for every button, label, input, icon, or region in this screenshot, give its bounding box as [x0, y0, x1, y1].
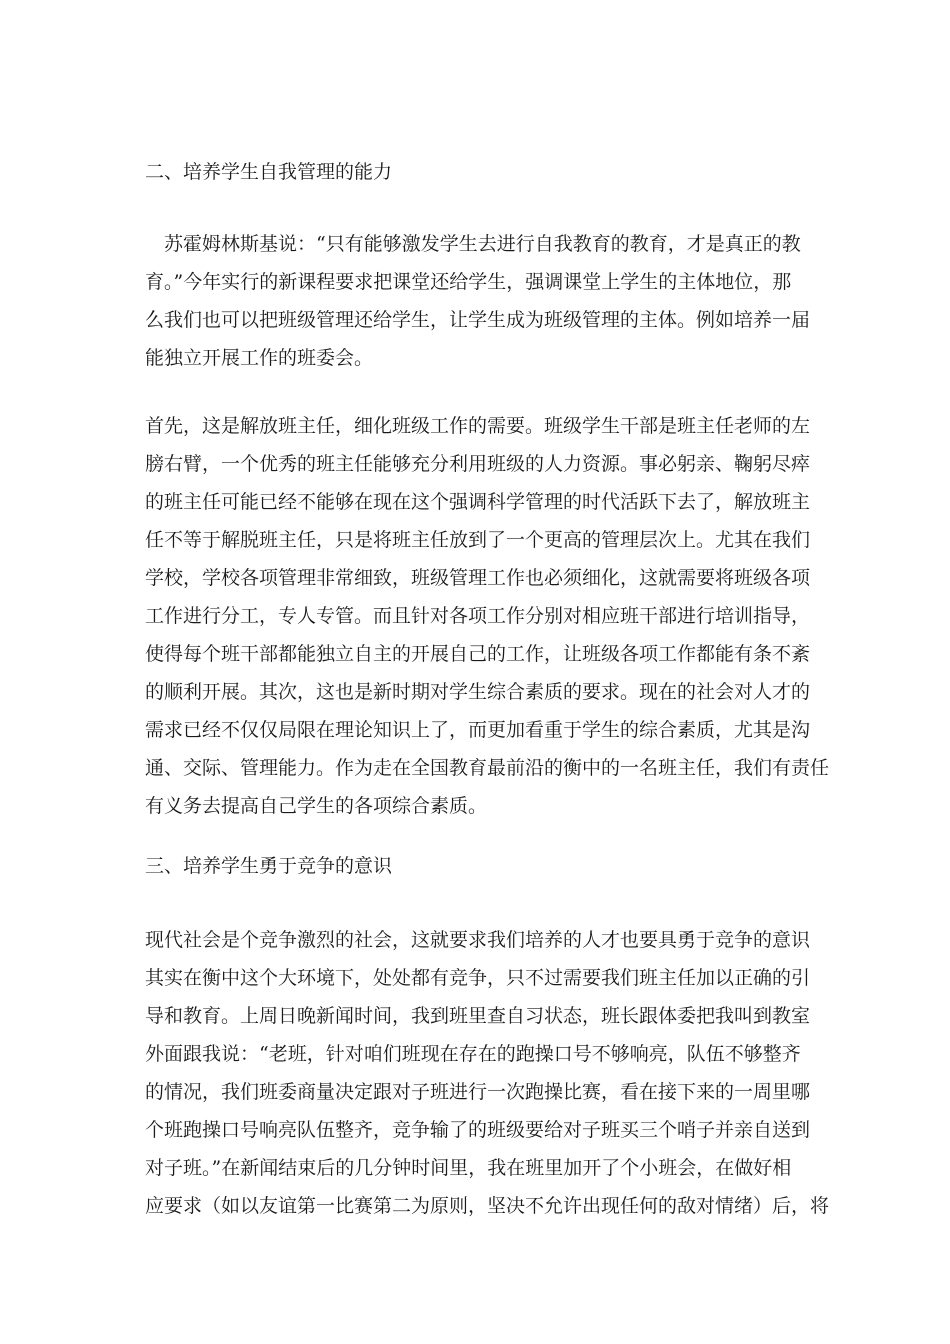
- paragraph-line: 个班跑操口号响亮队伍整齐，竞争输了的班级要给对子班买三个哨子并亲自送到: [145, 1119, 811, 1141]
- paragraph-line: 的班主任可能已经不能够在现在这个强调科学管理的时代活跃下去了，解放班主: [145, 491, 811, 513]
- paragraph-line: 苏霍姆林斯基说：“只有能够激发学生去进行自我教育的教育，才是真正的教: [145, 233, 801, 255]
- paragraph-line: 使得每个班干部都能独立自主的开展自己的工作，让班级各项工作都能有条不紊: [145, 643, 811, 665]
- paragraph-line: 对子班。”在新闻结束后的几分钟时间里，我在班里加开了个小班会，在做好相: [145, 1157, 792, 1179]
- paragraph-line: 现代社会是个竞争激烈的社会，这就要求我们培养的人才也要具勇于竞争的意识: [145, 929, 811, 951]
- paragraph-line: 首先，这是解放班主任，细化班级工作的需要。班级学生干部是班主任老师的左: [145, 415, 811, 437]
- paragraph-line: 通、交际、管理能力。作为走在全国教育最前沿的衡中的一名班主任，我们有责任: [145, 757, 830, 779]
- paragraph-line: 应要求（如以友谊第一比赛第二为原则，坚决不允许出现任何的敌对情绪）后，将: [145, 1195, 830, 1217]
- paragraph-line: 外面跟我说：“老班，针对咱们班现在存在的跑操口号不够响亮，队伍不够整齐: [145, 1043, 801, 1065]
- paragraph-line: 的情况，我们班委商量决定跟对子班进行一次跑操比赛，看在接下来的一周里哪: [145, 1081, 811, 1103]
- paragraph-line: 需求已经不仅仅局限在理论知识上了，而更加看重于学生的综合素质，尤其是沟: [145, 719, 811, 741]
- paragraph-line: 育。”今年实行的新课程要求把课堂还给学生，强调课堂上学生的主体地位，那: [145, 271, 792, 293]
- paragraph-line: 任不等于解脱班主任，只是将班主任放到了一个更高的管理层次上。尤其在我们: [145, 529, 811, 551]
- paragraph-line: 学校，学校各项管理非常细致，班级管理工作也必须细化，这就需要将班级各项: [145, 567, 811, 589]
- section-heading: 三、培养学生勇于竞争的意识: [145, 855, 393, 877]
- paragraph-line: 工作进行分工，专人专管。而且针对各项工作分别对相应班干部进行培训指导，: [145, 605, 811, 627]
- paragraph-line: 的顺利开展。其次，这也是新时期对学生综合素质的要求。现在的社会对人才的: [145, 681, 811, 703]
- paragraph-line: 膀右臂，一个优秀的班主任能够充分利用班级的人力资源。事必躬亲、鞠躬尽瘁: [145, 453, 811, 475]
- paragraph-line: 有义务去提高自己学生的各项综合素质。: [145, 795, 488, 817]
- section-heading: 二、培养学生自我管理的能力: [145, 161, 393, 183]
- paragraph-line: 能独立开展工作的班委会。: [145, 347, 374, 369]
- paragraph-line: 其实在衡中这个大环境下，处处都有竞争，只不过需要我们班主任加以正确的引: [145, 967, 811, 989]
- paragraph-line: 么我们也可以把班级管理还给学生，让学生成为班级管理的主体。例如培养一届: [145, 309, 811, 331]
- paragraph-line: 导和教育。上周日晚新闻时间，我到班里查自习状态，班长跟体委把我叫到教室: [145, 1005, 811, 1027]
